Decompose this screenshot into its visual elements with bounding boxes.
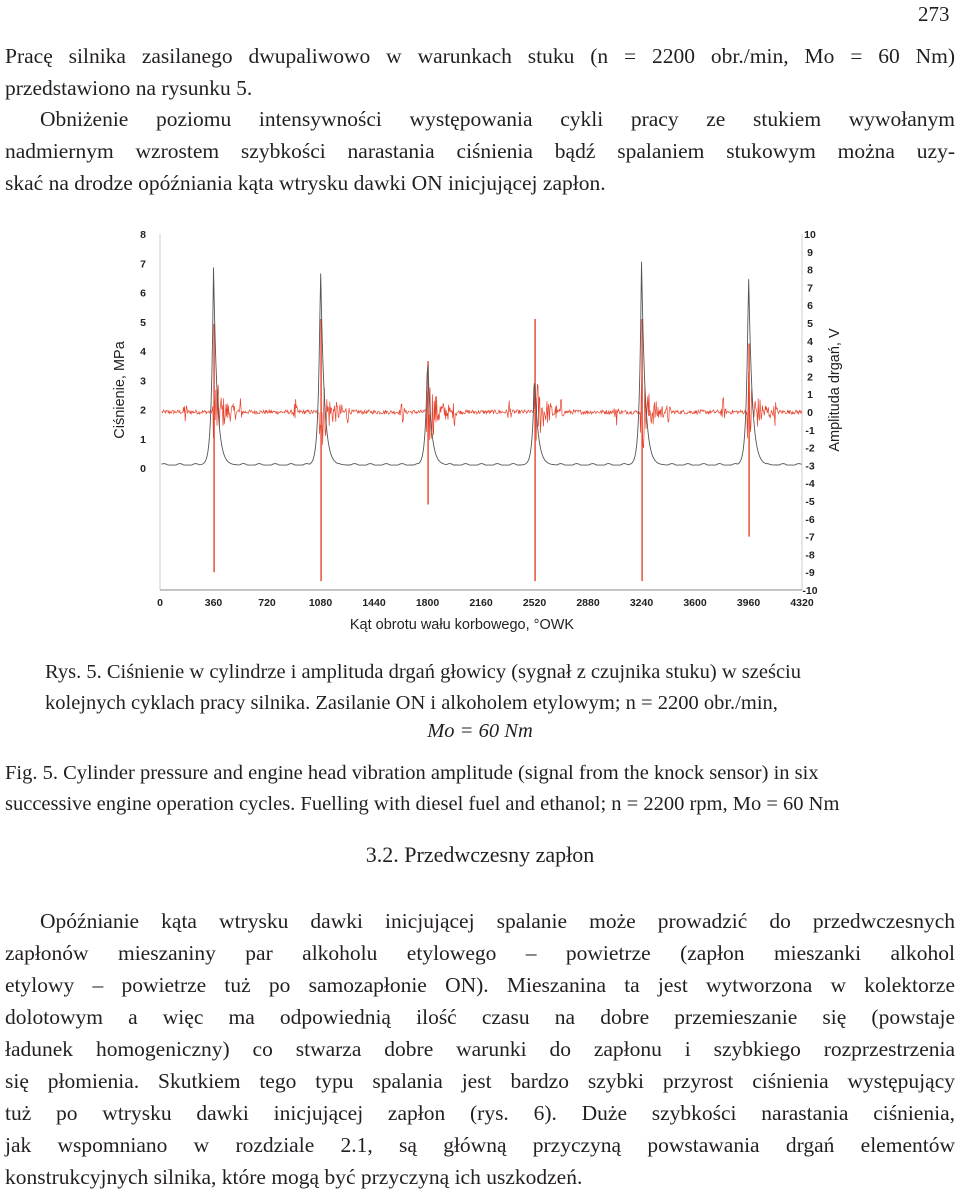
figure-pressure-vibration-chart: [100, 218, 860, 638]
caption-pl-line: Mo = 60 Nm: [427, 720, 533, 742]
paragraph-main: [5, 905, 955, 1193]
right-tick-label: 5: [807, 318, 813, 330]
right-tick-label: 8: [807, 264, 813, 277]
x-tick-label: 1800: [415, 597, 440, 609]
text-line: konstrukcyjnych silnika, które mogą być przyczyną ich uszkodzeń.: [5, 1165, 583, 1189]
vibration-series: [162, 319, 802, 581]
x-tick-label: 2880: [576, 597, 600, 609]
text-line: skać na drodze opóźniania kąta wtrysku dawki ON inicjującej zapłon.: [5, 171, 606, 195]
x-tick-label: 2160: [469, 597, 493, 609]
x-tick-label: 4320: [790, 597, 814, 609]
x-tick-label: 1080: [308, 597, 333, 609]
pressure-line: [162, 262, 802, 465]
right-tick-label: 0: [807, 407, 813, 419]
left-tick-label: 5: [140, 316, 146, 329]
right-tick-label: 7: [807, 282, 813, 295]
x-tick-label: 1440: [362, 597, 386, 609]
text-line: ładunek homogeniczny) co stwarza dobre warunki do zapłonu i szybkiego rozprzestrzenia: [5, 1037, 955, 1061]
caption-pl-line: kolejnych cyklach pracy silnika. Zasilanie ON i alkoholem etylowym; n = 2200 obr./min,: [45, 692, 778, 714]
x-tick-label: 720: [258, 597, 276, 609]
right-tick-label: 2: [807, 371, 813, 384]
left-tick-label: 4: [140, 346, 146, 358]
x-tick-label: 3960: [736, 597, 761, 609]
pressure-series: [162, 262, 802, 465]
right-tick-label: -4: [805, 478, 815, 491]
text-line: Obniżenie poziomu intensywności występowania cykli pracy ze stukiem wywołanym: [40, 107, 955, 131]
right-tick-label: -9: [805, 567, 815, 580]
right-tick-label: 3: [807, 353, 813, 366]
caption-en-line: successive engine operation cycles. Fuelling with diesel fuel and ethanol; n = 2200 rpm, Mo = 60 Nm: [5, 793, 840, 815]
right-tick-label: -2: [805, 442, 815, 455]
x-tick-label: 360: [204, 597, 223, 609]
right-tick-label: 4: [807, 335, 813, 348]
right-tick-label: 6: [807, 300, 813, 313]
text-line: jak wspomniano w rozdziale 2.1, są główną przyczyną powstawania drgań elementów: [5, 1133, 955, 1157]
x-axis-label: Kąt obrotu wału korbowego, °OWK: [349, 617, 575, 633]
left-tick-label: 3: [140, 375, 146, 388]
x-axis-ticks: [157, 597, 814, 609]
left-tick-label: 0: [140, 463, 146, 475]
page-number: 273: [918, 2, 950, 26]
text-line: dolotowym a więc ma odpowiednią ilość czasu na dobre przemieszanie się (powstaje: [5, 1005, 955, 1029]
text-line: zapłonów mieszaniny par alkoholu etylowego – powietrze (zapłon mieszanki alkohol: [5, 941, 955, 965]
caption-pl-line: Rys. 5. Ciśnienie w cylindrze i amplituda drgań głowicy (sygnał z czujnika stuku) w sześciu: [45, 661, 801, 683]
text-line: tuż po wtrysku dawki inicjującej zapłon (rys. 6). Duże szybkości narastania ciśnienia,: [5, 1101, 955, 1125]
right-tick-label: -1: [805, 424, 815, 437]
left-tick-label: 6: [140, 287, 146, 300]
section-heading: 3.2. Przedwczesny zapłon: [365, 842, 595, 867]
right-tick-label: -8: [805, 549, 815, 562]
x-tick-label: 3600: [683, 597, 707, 609]
left-tick-label: 7: [140, 258, 146, 271]
caption-en-line: Fig. 5. Cylinder pressure and engine head vibration amplitude (signal from the knock sensor) in six: [5, 762, 819, 784]
right-axis-ticks: [802, 229, 817, 597]
x-tick-label: 3240: [629, 597, 654, 609]
left-tick-label: 2: [140, 404, 146, 417]
right-tick-label: -7: [805, 531, 815, 544]
x-tick-label: 0: [157, 597, 163, 609]
right-axis-label: Amplituda drgań, V: [827, 328, 843, 452]
left-axis-label: Ciśnienie, MPa: [112, 341, 128, 439]
paragraph-second: [5, 103, 955, 199]
text-line: etylowy – powietrze tuż po samozapłonie ON). Mieszanina ta jest wytworzona w kolektorze: [5, 973, 955, 997]
right-tick-label: 1: [807, 389, 813, 402]
text-line: przedstawiono na rysunku 5.: [5, 76, 253, 100]
right-tick-label: -3: [805, 460, 815, 473]
right-tick-label: 10: [804, 229, 816, 241]
text-line: nadmiernym wzrostem szybkości narastania ciśnienia bądź spalaniem stukowym można uzy-: [5, 139, 955, 163]
left-axis-ticks: [140, 229, 146, 475]
text-line: Pracę silnika zasilanego dwupaliwowo w warunkach stuku (n = 2200 obr./min, Mo = 60 Nm): [5, 44, 955, 68]
left-tick-label: 8: [140, 229, 146, 241]
right-tick-label: -10: [802, 585, 818, 597]
left-tick-label: 1: [140, 433, 146, 446]
vibration-signal-line: [162, 372, 802, 448]
right-tick-label: 9: [807, 246, 813, 259]
right-tick-label: -5: [805, 496, 815, 508]
paragraph-intro: [5, 40, 955, 104]
text-line: się płomienia. Skutkiem tego typu spalania jest bardzo szybki przyrost ciśnienia występujący: [5, 1069, 955, 1093]
x-tick-label: 2520: [522, 597, 547, 609]
text-line: Opóźnianie kąta wtrysku dawki inicjującej spalanie może prowadzić do przedwczesnych: [40, 909, 955, 933]
right-tick-label: -6: [805, 513, 815, 526]
